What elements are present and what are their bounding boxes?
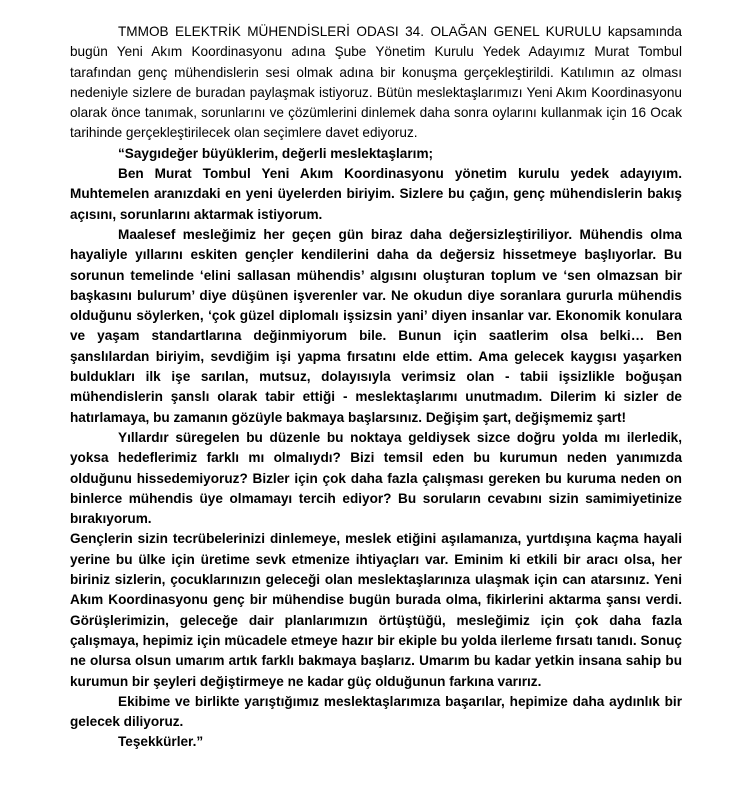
closing-line: Teşekkürler.” [118,734,204,750]
intro-paragraph: TMMOB ELEKTRİK MÜHENDİSLERİ ODASI 34. OLAĞAN GENEL KURULU kapsamında bugün Yeni Akım Koordinasyonu adına Şube Yönetim Kurulu Yedek Adayımız Murat Tombul tarafından genç mühendislerin sesi olmak adına bir konuşma gerçekleştirildi. Katılımın az olması nedeniyle sizlere de buradan paylaşmak istiyoruz. Bütün meslektaşlarımızı Yeni Akım Koordinasyonu olarak önce tanımak, sorunlarını ve çözümlerini dinlemek daha sonra oylarını kullanmak için 16 Ocak tarihinde gerçekleştirilecek olan seçimlere davet ediyoruz. [70,24,682,141]
speech-paragraph-4: Gençlerin sizin tecrübelerinizi dinlemeye, meslek etiğini aşılamanıza, yurtdışına kaçma hayali yerine bu ülke için üretime sevk etmenize ihtiyaçları var. Eminim ki etkili bir aracı olsa, her biriniz sizlerin, çocuklarınızın geleceği olan meslektaşlarınıza ulaşmak için can atarsınız. Yeni Akım Koordinasyonu genç bir mühendise bugün burada olma, fikirlerini aktarma şansı verdi. Görüşlerimizin, geleceğe dair planlarımızın örtüştüğü, mesleğimiz için çok daha fazla çalışmaya, hepimiz için mücadele etmeye hazır bir ekiple bu yolda ilerleme fırsatı tanıdı. Sonuç ne olursa olsun umarım artık farklı bakmaya başlarız. Umarım bu kadar yetkin insana sahip bu kurumun bir şeyleri değiştirmeye ne kadar güç olduğunun farkına varırız. [70,531,682,689]
document-body [70,22,682,753]
speech-paragraph-3: Yıllardır süregelen bu düzenle bu noktaya geldiysek sizce doğru yolda mı ilerledik, yoksa hedeflerimiz farklı mı olmalıydı? Bizi temsil eden bu kurumun neden yanımızda olduğunu hissedemiyoruz? Bizler için çok daha fazla çalışması gereken bu kuruma neden on binlerce mühendis üye olmamayı tercih ediyor? Bu soruların cevabını sizin samimiyetinize bırakıyorum. [70,429,682,527]
greeting-line: “Saygıdeğer büyüklerim, değerli meslektaşlarım; [118,145,434,161]
speech-paragraph-2: Maalesef mesleğimiz her geçen gün biraz daha değersizleştiriliyor. Mühendis olma hayaliyle yıllarını eskiten gençler kendilerini daha da değersiz hissetmeye başlıyorlar. Bu sorunun temelinde ‘elini sallasan mühendis’ algısını oluşturan toplum ve ‘sen olmazsan bir başkasını bulurum’ diye düşünen işverenler var. Ne okudun diye soranlara gururla mühendis olduğunu söylerken, ‘çok güzel diplomalı işsizsin yani’ diyen insanlar var. Ekonomik konulara ve yaşam standartlarına değinmiyorum bile. Bunun için saatlerim olsa belki… Ben şanslılardan biriyim, sevdiğim işi yapma fırsatını elde ettim. Ama gelecek kaygısı yaşarken buldukları ilk işe sarılan, mutsuz, dolayısıyla verimsiz olan - tabii işsizlikle boğuşan mühendislerin şanslı olarak tabir ettiği - meslektaşlarımı unutmadım. Dilerim ki sizler de hatırlamaya, bu zamanın gözüyle bakmaya başlarsınız. Değişim şart, değişmemiz şart! [70,226,682,425]
speech-paragraph-5: Ekibime ve birlikte yarıştığımız meslektaşlarımıza başarılar, hepimize daha aydınlık bir gelecek diliyoruz. [70,693,682,730]
speech-paragraph-1: Ben Murat Tombul Yeni Akım Koordinasyonu yönetim kurulu yedek adayıyım. Muhtemelen aranızdaki en yeni üyelerden biriyim. Sizlere bu çağın, genç mühendislerin bakış açısını, sorunlarını aktarmak istiyorum. [70,166,682,222]
